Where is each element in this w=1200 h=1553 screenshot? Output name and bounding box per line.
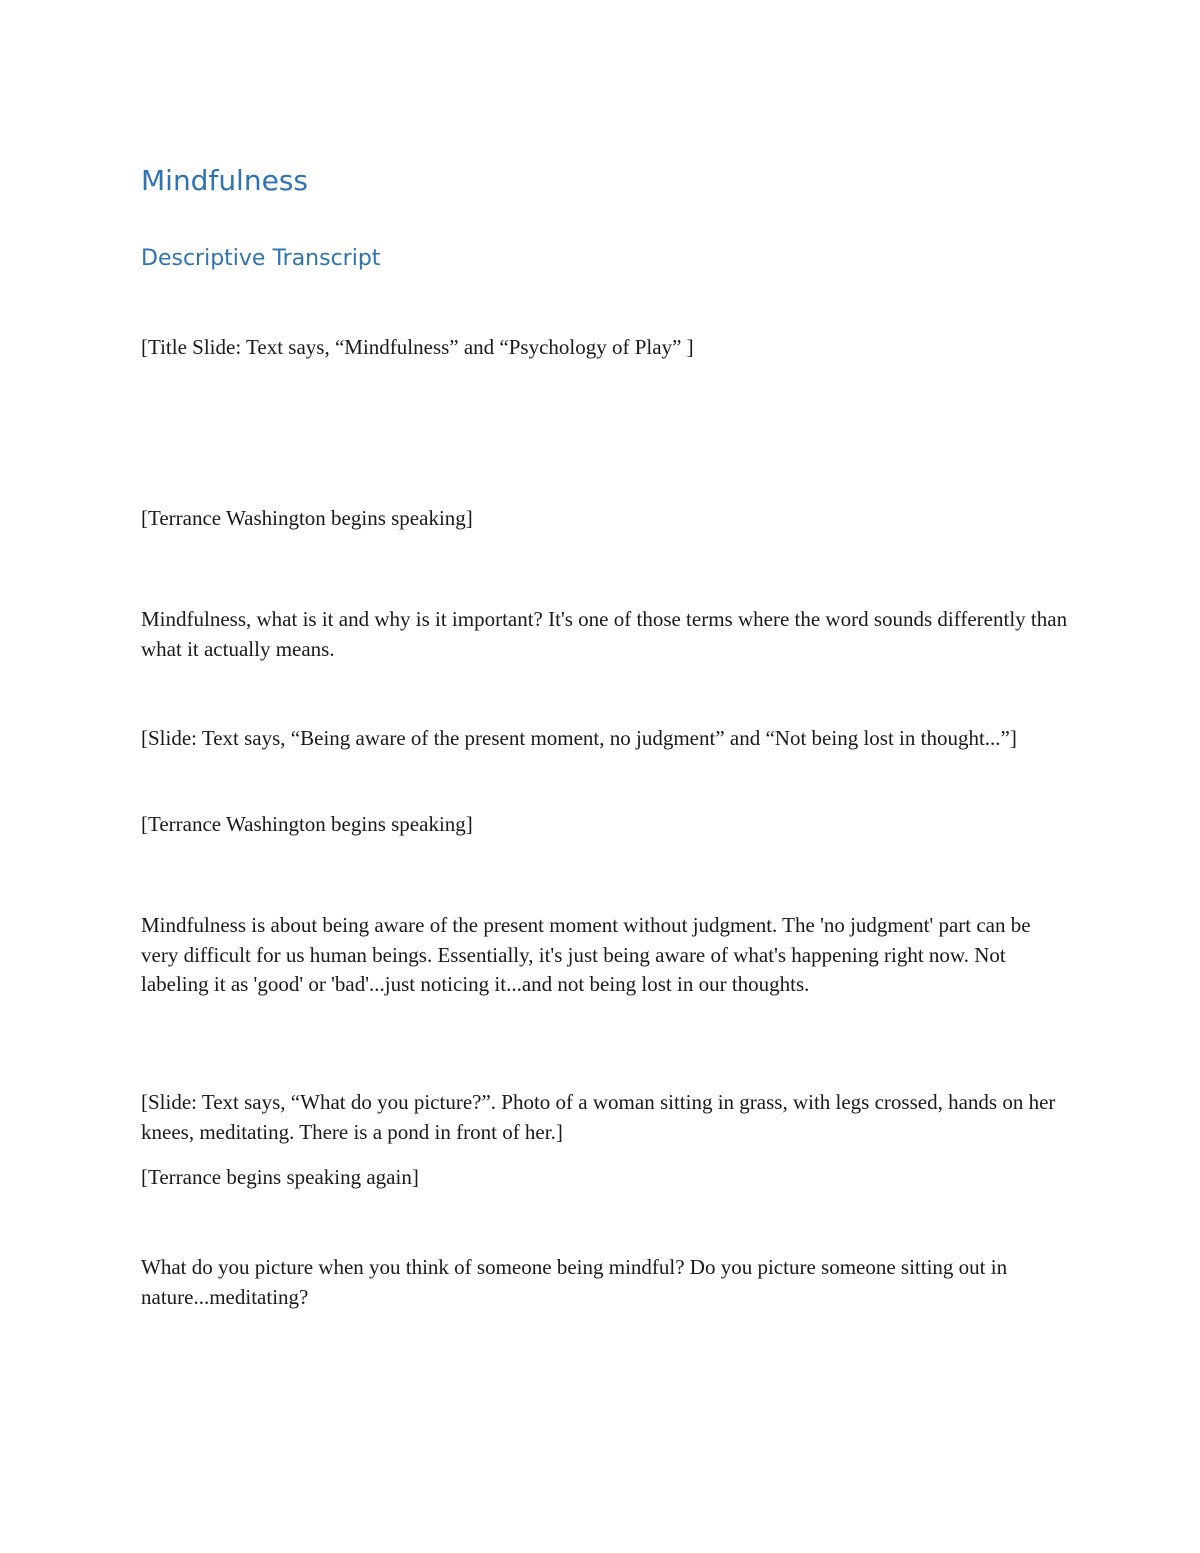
slide-description: [Slide: Text says, “Being aware of the present moment, no judgment” and “Not being lost in thought...”]	[141, 726, 1017, 750]
document-title: Mindfulness	[141, 164, 308, 197]
transcript-paragraph: Mindfulness, what is it and why is it important? It's one of those terms where the word sounds differently than what it actually means.	[141, 607, 1068, 661]
speaker-cue: [Terrance begins speaking again]	[141, 1165, 419, 1189]
speaker-cue: [Terrance Washington begins speaking]	[141, 506, 473, 530]
speaker-cue: [Terrance Washington begins speaking]	[141, 812, 473, 836]
slide-description: [Slide: Text says, “What do you picture?”. Photo of a woman sitting in grass, with legs crossed, hands on her knees, meditating. There is a pond in front of her.]	[141, 1090, 1056, 1144]
document-subtitle: Descriptive Transcript	[141, 246, 381, 271]
transcript-paragraph: Mindfulness is about being aware of the present moment without judgment. The 'no judgment' part can be very difficult for us human beings. Essentially, it's just being aware of what's happening right now. Not labeling it as 'good' or 'bad'...just noticing it...and not being lost in our thoughts.	[141, 913, 1031, 996]
title-slide-description: [Title Slide: Text says, “Mindfulness” and “Psychology of Play” ]	[141, 335, 694, 359]
transcript-paragraph: What do you picture when you think of someone being mindful? Do you picture someone sitting out in nature...meditating?	[141, 1255, 1008, 1309]
